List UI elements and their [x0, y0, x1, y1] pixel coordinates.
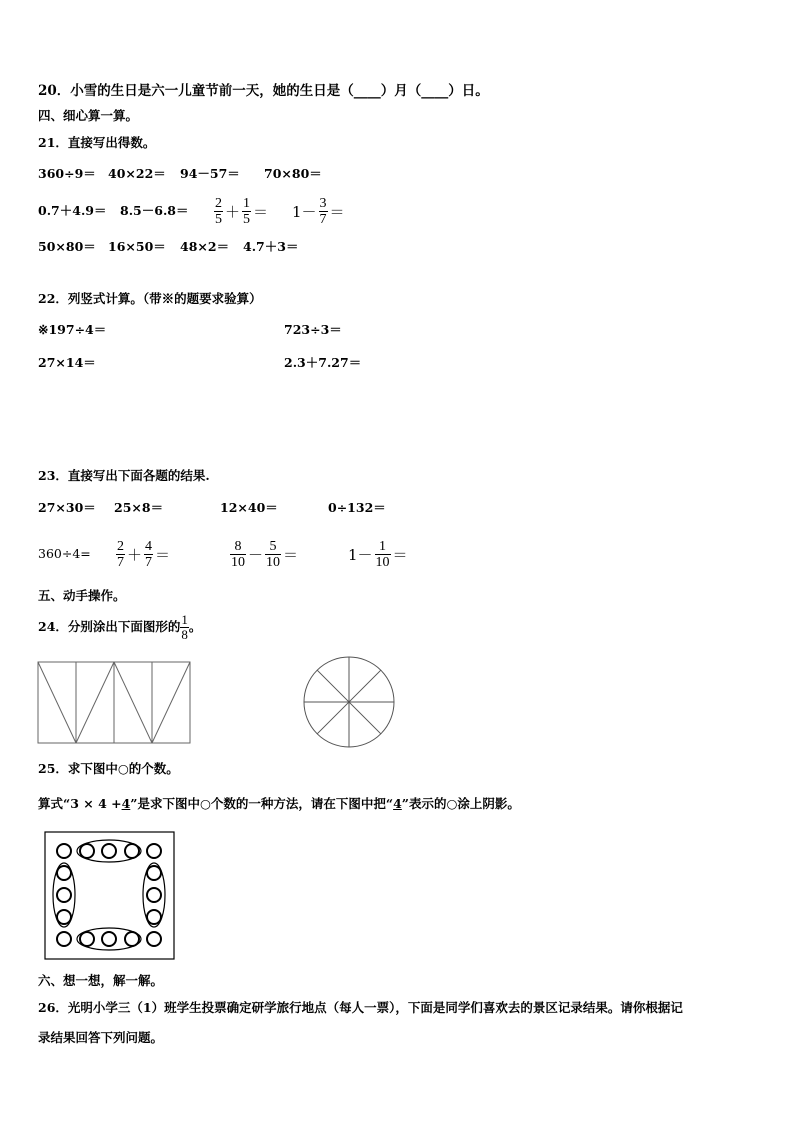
q21-fraction-expression: 1－ $\frac{3}{7}$ ＝: [292, 196, 345, 227]
q23-item: 25×8＝: [114, 500, 164, 515]
fraction: $\frac{2}{5}$: [215, 196, 222, 227]
q23-title: 23．直接写出下面各题的结果.: [38, 468, 210, 483]
q22-item: 27×14＝: [38, 355, 96, 370]
fraction: $\frac{5}{10}$: [266, 539, 281, 570]
q21-item: 50×80＝: [38, 239, 96, 254]
q21-item: 360÷9＝: [38, 166, 96, 181]
q20-text: 20．小雪的生日是六一儿童节前一天，她的生日是（____）月（____）日。: [38, 83, 489, 99]
q26-line1: 26．光明小学三（1）班学生投票确定研学旅行地点（每人一票），下面是同学们喜欢去的景区记录结果。请你根据记: [38, 1000, 683, 1015]
fraction: $\frac{1}{5}$: [243, 196, 251, 227]
q23-item: 27×30＝: [38, 500, 96, 515]
q22-item: ※197÷4＝: [38, 322, 107, 337]
fraction: $\frac{4}{7}$: [145, 539, 153, 570]
q23-item: 0÷132＝: [328, 500, 386, 515]
fraction: $\frac{8}{10}$: [231, 539, 245, 570]
q23-fraction-expression: $\frac{8}{10}$ － $\frac{5}{10}$ ＝: [231, 539, 299, 570]
section-5-heading: 五、动手操作。: [38, 588, 126, 603]
circle-eighths-figure[interactable]: [301, 654, 397, 750]
q23-item: 12×40＝: [220, 500, 278, 515]
fraction: $\frac{1}{8}$: [181, 612, 188, 642]
q23-item: 360÷4=: [38, 546, 91, 561]
q21-item: 40×22＝: [108, 166, 166, 181]
q23-fraction-expression: 1－ $\frac{1}{10}$ ＝: [348, 539, 408, 570]
circles-grouping-figure[interactable]: [44, 831, 176, 961]
q21-item: 94－57＝: [180, 166, 240, 181]
q22-item: 2.3＋7.27＝: [284, 355, 362, 370]
q21-item: 8.5－6.8＝: [120, 203, 189, 218]
q26-line2: 录结果回答下列问题。: [38, 1030, 164, 1045]
q21-item: 16×50＝: [108, 239, 166, 254]
section-4-heading: 四、细心算一算。: [38, 108, 139, 123]
q21-item: 48×2＝: [180, 239, 230, 254]
q22-title: 22．列竖式计算。（带※的题要求验算）: [38, 291, 262, 306]
q21-fraction-expression: $\frac{2}{5}$ ＋ $\frac{1}{5}$ ＝: [215, 196, 269, 227]
q23-fraction-expression: $\frac{2}{7}$ ＋ $\frac{4}{7}$ ＝: [117, 539, 171, 570]
q24-title: 24．分别涂出下面图形的 $\frac{1}{8}$ 。: [38, 612, 202, 642]
fraction: $\frac{1}{10}$: [375, 539, 390, 570]
rectangle-eighths-figure[interactable]: [37, 661, 192, 745]
q21-item: 0.7＋4.9＝: [38, 203, 107, 218]
fraction: $\frac{3}{7}$: [319, 196, 327, 227]
fraction: $\frac{2}{7}$: [117, 539, 124, 570]
q21-item: 70×80＝: [264, 166, 322, 181]
q21-title: 21．直接写出得数。: [38, 135, 156, 150]
q21-item: 4.7＋3＝: [243, 239, 299, 254]
q25-instruction: 算式“3 × 4 +4”是求下图中○个数的一种方法，请在下图中把“4”表示的○涂上阴影。: [38, 796, 520, 811]
q22-item: 723÷3＝: [284, 322, 342, 337]
q25-title: 25．求下图中○的个数。: [38, 761, 179, 776]
section-6-heading: 六、想一想，解一解。: [38, 973, 164, 988]
